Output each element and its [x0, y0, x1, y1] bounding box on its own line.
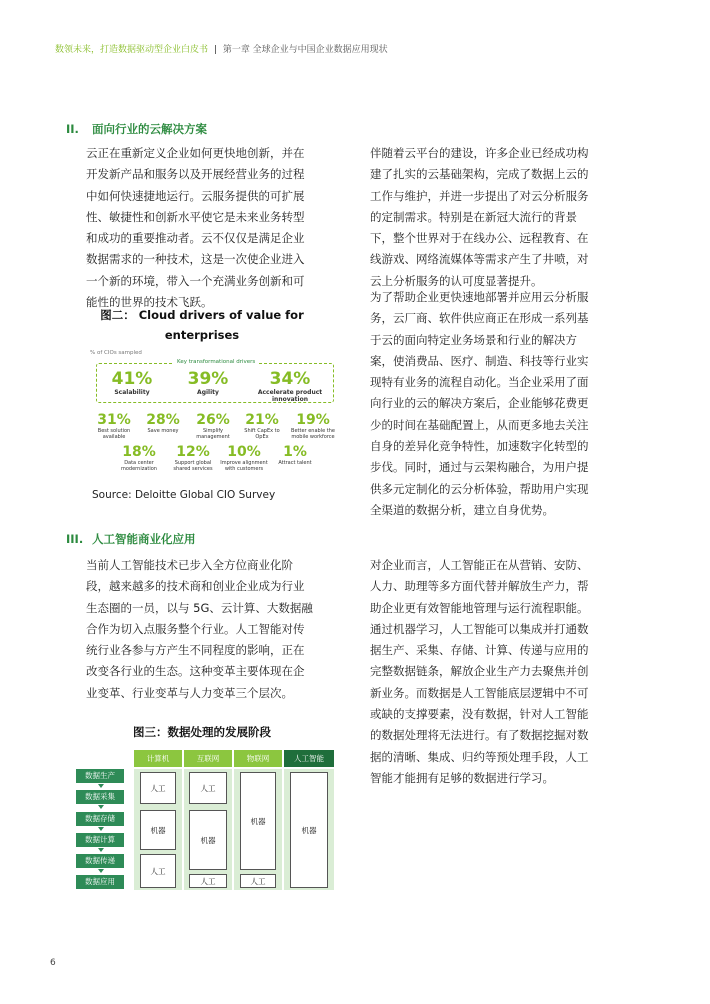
section-2-right-paragraph-1 [370, 143, 604, 292]
text-line: 或缺的支撑要素，没有数据，针对人工智能 [370, 707, 589, 722]
stat-value: 21% [245, 412, 279, 428]
stat-label: Agility [197, 389, 219, 396]
text-line: 合作为切入点服务整个行业。人工智能对传 [86, 621, 305, 636]
cell-human: 人工 [140, 854, 176, 888]
text-line: 全渠道的数据分析，建立自身优势。 [370, 502, 554, 517]
text-line: 的数据处理将无法进行。有了数据挖掘对数 [370, 728, 589, 743]
stat-label: Better enable the mobile workforce [291, 428, 335, 440]
stat-item [190, 413, 236, 440]
sampled-note: % of CIOs sampled [90, 350, 142, 356]
stat-label: Simplify management [196, 428, 230, 440]
cell-human: 人工 [240, 874, 276, 888]
stage-data-computation: 数据计算 [76, 833, 124, 847]
stat-value: 10% [227, 444, 261, 460]
stat-item [141, 413, 185, 434]
section-3-left-paragraph [86, 555, 318, 704]
cell-human: 人工 [140, 772, 176, 804]
stat-value: 39% [187, 369, 229, 389]
stat-item [92, 413, 136, 440]
stat-value: 26% [196, 412, 230, 428]
stat-value: 12% [176, 444, 210, 460]
text-line: 下，整个世界对于在线办公、远程教育、在 [370, 231, 589, 246]
cell-machine: 机器 [189, 810, 227, 870]
stat-item [116, 445, 162, 472]
text-line: 伴随着云平台的建设，许多企业已经成功构 [370, 146, 589, 160]
text-line: 于云的面向特定业务场景和行业的解决方 [370, 332, 577, 347]
text-line: 一个新的环境，带入一个充满业务创新和可 [86, 273, 305, 288]
header-title: 数领未来，打造数据驱动型企业白皮书 [55, 45, 209, 55]
stat-item [102, 371, 162, 396]
text-line: 为了帮助企业更快速地部署并应用云分析服 [370, 290, 589, 304]
page-number: 6 [50, 958, 56, 968]
stat-label: Shift CapEx to OpEx [244, 428, 280, 440]
column-header-internet: 互联网 [184, 750, 232, 767]
stat-label: Save money [147, 428, 179, 434]
stage-data-application: 数据应用 [76, 875, 124, 889]
stat-label: Data center modernization [121, 460, 157, 472]
stat-value: 34% [269, 369, 311, 389]
text-line: 自身的差异化竞争特性，加速数字化转型的 [370, 439, 589, 454]
down-arrow-icon [98, 869, 104, 873]
section-2-heading [66, 121, 207, 137]
stage-data-transfer: 数据传递 [76, 854, 124, 868]
text-line: 案，使消费品、医疗、制造、科技等行业实 [370, 353, 589, 368]
stat-item [218, 445, 270, 472]
key-drivers-label: Key transformational drivers [174, 359, 258, 365]
text-line: 云上分析服务的认可度显著提升。 [370, 273, 543, 288]
stat-value: 1% [283, 444, 307, 460]
text-line: 人力、助理等多方面代替并解放生产力，帮 [370, 579, 589, 594]
text-line: 通过机器学习，人工智能可以集成并打通数 [370, 621, 589, 636]
text-line: 工作与维护，并进一步提出了对云分析服务 [370, 188, 589, 203]
header-chapter: 第一章 全球企业与中国企业数据应用现状 [222, 45, 388, 55]
section-2-left-paragraph [86, 143, 318, 313]
stat-item [250, 371, 330, 403]
text-line: 改变各行业的生态。这种变革主要体现在企 [86, 664, 305, 679]
text-line: 段，越来越多的技术商和创业企业成为行业 [86, 579, 305, 594]
text-line: 当前人工智能技术已步入全方位商业化阶 [86, 558, 293, 572]
text-line: 建了扎实的云基础架构，完成了数据上云的 [370, 167, 589, 182]
text-line: 对企业而言，人工智能正在从营销、安防、 [370, 558, 589, 572]
cell-machine: 机器 [290, 772, 328, 888]
stat-item [274, 445, 316, 466]
section-2-right-paragraph-2 [370, 287, 604, 521]
stage-data-collection: 数据采集 [76, 790, 124, 804]
text-line: 能性的世界的技术飞跃。 [86, 295, 213, 310]
text-line: 助企业更有效智能地管理与运行流程职能。 [370, 600, 589, 615]
stat-label: Scalability [114, 389, 150, 396]
cell-human: 人工 [189, 772, 227, 804]
text-line: 完整数据链条，解放企业生产力去聚焦并创 [370, 664, 589, 679]
text-line: 据的清晰、集成、归约等预处理手段，人工 [370, 749, 589, 764]
stat-item [288, 413, 338, 440]
text-line: 云正在重新定义企业如何更快地创新，并在 [86, 146, 305, 160]
text-line: 性、敏捷性和创新水平使它是未来业务转型 [86, 209, 305, 224]
stat-label: Attract talent [278, 460, 312, 466]
figure-3-diagram [76, 750, 336, 890]
text-line: 据生产、采集、存储、计算、传递与应用的 [370, 643, 589, 658]
cell-machine: 机器 [240, 772, 276, 870]
stat-label: Support global shared services [173, 460, 213, 472]
stat-value: 19% [296, 412, 330, 428]
section-3-heading [66, 531, 196, 547]
cell-machine: 机器 [140, 810, 176, 850]
stat-item [168, 445, 218, 472]
text-line: 数据需求的一种技术，这是一次使企业进入 [86, 252, 305, 267]
running-header [55, 42, 388, 55]
column-header-computer: 计算机 [134, 750, 182, 767]
text-line: 中如何快速捷地运行。云服务提供的可扩展 [86, 188, 305, 203]
text-line: 步伐。同时，通过与云架构融合，为用户提 [370, 460, 589, 475]
down-arrow-icon [98, 827, 104, 831]
text-line: 的定制需求。特别是在新冠大流行的背景 [370, 209, 577, 224]
section-3-title: 人工智能商业化应用 [92, 532, 196, 546]
figure-2-title-line-1: 图二： Cloud drivers of value for [100, 308, 304, 322]
column-header-ai: 人工智能 [284, 750, 334, 767]
header-separator: | [213, 45, 217, 55]
section-3-right-paragraph [370, 555, 604, 789]
text-line: 少的时间在基础配置上，从而更多地去关注 [370, 417, 589, 432]
stat-value: 28% [146, 412, 180, 428]
section-2-title: 面向行业的云解决方案 [92, 122, 207, 136]
stat-label: Accelerate product innovation [257, 389, 323, 403]
text-line: 智能才能拥有足够的数据进行学习。 [370, 770, 554, 785]
column-header-iot: 物联网 [234, 750, 282, 767]
stat-value: 18% [122, 444, 156, 460]
stat-item [178, 371, 238, 396]
section-3-number: III. [66, 532, 84, 546]
stat-value: 41% [111, 369, 153, 389]
text-line: 生态圈的一员，以与 5G、云计算、大数据融 [86, 600, 313, 615]
figure-2-infographic [90, 348, 340, 472]
down-arrow-icon [98, 848, 104, 852]
text-line: 业变革、行业变革与人力变革三个层次。 [86, 685, 293, 700]
stage-data-production: 数据生产 [76, 769, 124, 783]
stage-data-storage: 数据存储 [76, 812, 124, 826]
stat-value: 31% [97, 412, 131, 428]
down-arrow-icon [98, 805, 104, 809]
text-line: 开发新产品和服务以及开展经营业务的过程 [86, 167, 305, 182]
text-line: 供多元定制化的云分析体验，帮助用户实现 [370, 481, 589, 496]
text-line: 线游戏、网络流媒体等需求产生了井喷，对 [370, 252, 589, 267]
figure-2-source: Source: Deloitte Global CIO Survey [92, 489, 276, 501]
stat-label: Best solution available [97, 428, 131, 440]
text-line: 统行业各参与方产生不同程度的影响，正在 [86, 643, 305, 658]
text-line: 向行业的云的解决方案后，企业能够花费更 [370, 396, 589, 411]
figure-3-title: 图三：数据处理的发展阶段 [133, 725, 271, 739]
cell-human: 人工 [189, 874, 227, 888]
text-line: 现特有业务的流程自动化。当企业采用了面 [370, 375, 589, 390]
text-line: 务，云厂商、软件供应商正在形成一系列基 [370, 311, 589, 326]
text-line: 和成功的重要推动者。云不仅仅是满足企业 [86, 231, 305, 246]
stat-item [240, 413, 284, 440]
stat-label: Improve alignment with customers [220, 460, 268, 472]
figure-2-title-line-2: enterprises [164, 328, 240, 342]
figure-2-title [86, 305, 318, 345]
text-line: 新业务。而数据是人工智能底层逻辑中不可 [370, 685, 589, 700]
section-2-number: II. [66, 122, 79, 136]
down-arrow-icon [98, 784, 104, 788]
